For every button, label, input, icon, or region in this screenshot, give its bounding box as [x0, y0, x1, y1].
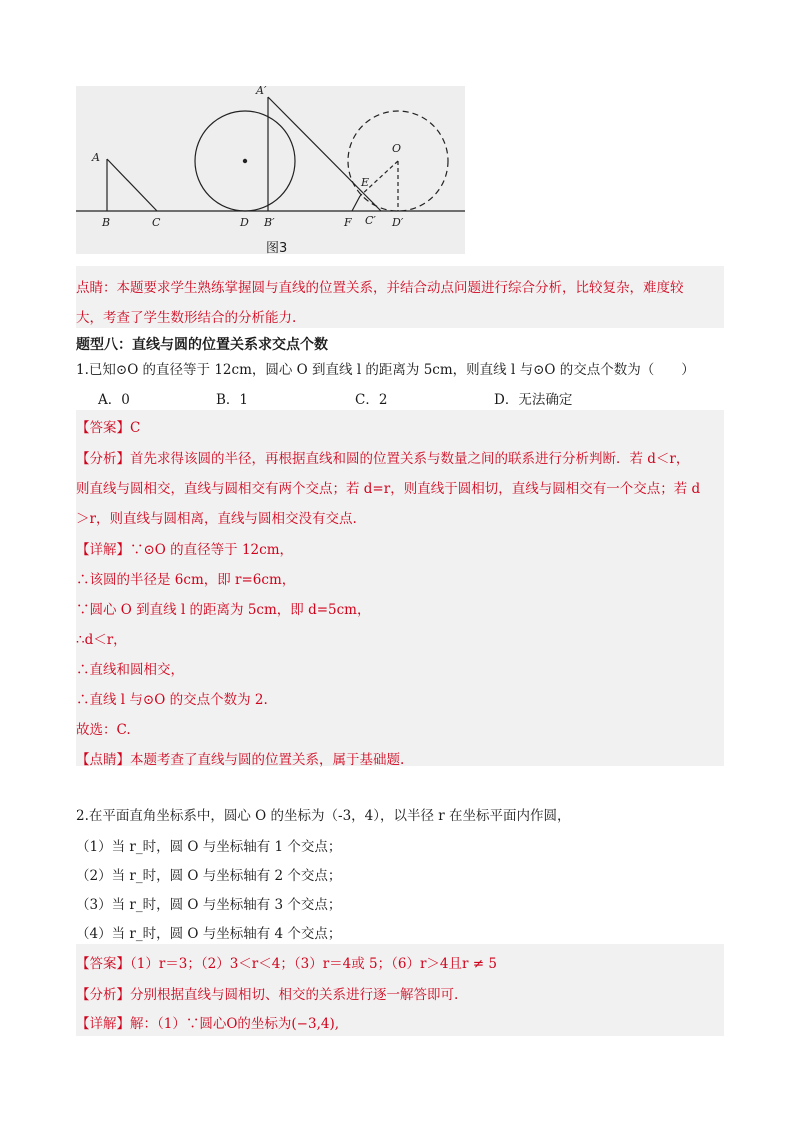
label-o: O [392, 142, 402, 155]
segment-ac [107, 159, 157, 211]
comment-line-1: 点睛：本题要求学生熟练掌握圆与直线的位置关系，并结合动点问题进行综合分析，比较复杂，难度较 [76, 280, 684, 296]
label-b: B [102, 216, 111, 229]
question-2 [76, 798, 724, 942]
q1-detail-line-6: ∴直线 l 与⊙O 的交点个数为 2. [76, 692, 268, 708]
question-1-solution [76, 410, 724, 766]
label-b-prime: B′ [264, 216, 275, 229]
label-c-prime: C′ [365, 214, 376, 227]
figure-caption: 图3 [266, 241, 288, 256]
label-a: A [92, 151, 100, 164]
question-2-stem: 2.在平面直角坐标系中，圆心 O 的坐标为（-3，4），以半径 r 在坐标平面内作圆， [76, 808, 571, 824]
q1-analysis-line-1: 【分析】首先求得该圆的半径，再根据直线和圆的位置关系与数量之间的联系进行分析判断．若 d＜r， [76, 451, 690, 467]
q2-part-1: （1）当 r_时，圆 O 与坐标轴有 1 个交点； [76, 839, 342, 855]
segment-a2c2 [268, 97, 381, 211]
section-heading-block [76, 334, 724, 354]
q2-part-3: （3）当 r_时，圆 O 与坐标轴有 3 个交点； [76, 897, 342, 913]
circle-center-dot [243, 159, 247, 163]
q2-part-4: （4）当 r_时，圆 O 与坐标轴有 4 个交点； [76, 926, 342, 942]
label-d-prime: D′ [392, 216, 404, 229]
q1-comment: 【点睛】本题考查了直线与圆的位置关系，属于基础题. [76, 752, 405, 768]
q1-choice: 故选：C. [76, 722, 131, 738]
label-e: E [361, 176, 370, 189]
q1-detail-line-3: ∵圆心 O 到直线 l 的距离为 5cm，即 d=5cm， [76, 602, 371, 618]
label-c: C [152, 216, 161, 229]
q1-answer: 【答案】C [76, 420, 141, 436]
q2-answer: 【答案】（1）r＝3；（2）3＜r＜4；（3）r＝4或 5；（6）r＞4且r ≠ 5 [76, 956, 497, 972]
q1-detail-line-4: ∴d＜r， [76, 632, 127, 648]
q2-analysis: 【分析】分别根据直线与圆相切、相交的关系进行逐一解答即可. [76, 987, 459, 1003]
comment-block-1 [76, 266, 724, 328]
option-a: A．0 [98, 392, 130, 408]
label-d: D [240, 216, 249, 229]
comment-line-2: 大，考查了学生数形结合的分析能力. [76, 310, 297, 326]
question-1 [76, 356, 724, 408]
section-title: 题型八：直线与圆的位置关系求交点个数 [76, 337, 328, 353]
option-b: B．1 [216, 392, 249, 408]
geometry-figure [76, 86, 465, 254]
label-f: F [344, 216, 352, 229]
q1-detail-line-5: ∴直线和圆相交， [76, 662, 184, 678]
q2-detail: 【详解】解：（1）∵圆心O的坐标为(−3,4), [76, 1016, 340, 1032]
label-a-prime: A′ [256, 86, 267, 97]
q1-analysis-line-3: ＞r，则直线与圆相离，直线与圆相交没有交点. [76, 511, 357, 527]
question-2-solution [76, 944, 724, 1036]
question-1-stem: 1.已知⊙O 的直径等于 12cm，圆心 O 到直线 l 的距离为 5cm，则直线 l 与⊙O 的交点个数为（ ） [76, 362, 695, 378]
q1-detail-line-1: 【详解】∵⊙O 的直径等于 12cm， [76, 542, 294, 558]
q1-detail-line-2: ∴该圆的半径是 6cm，即 r=6cm， [76, 572, 296, 588]
q2-part-2: （2）当 r_时，圆 O 与坐标轴有 2 个交点； [76, 868, 342, 884]
segment-ef [352, 196, 360, 211]
option-c: C．2 [355, 392, 388, 408]
q1-analysis-line-2: 则直线与圆相交，直线与圆相交有两个交点；若 d=r，则直线于圆相切，直线与圆相交有一个交点；若 d [76, 481, 701, 497]
option-d: D．无法确定 [494, 392, 573, 408]
figure-drawing [76, 86, 465, 254]
